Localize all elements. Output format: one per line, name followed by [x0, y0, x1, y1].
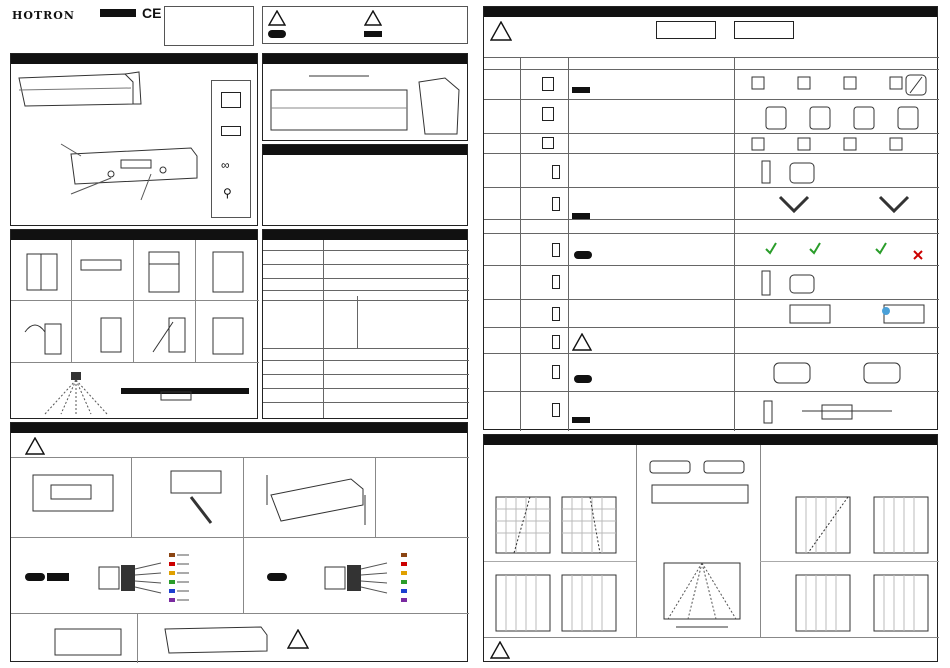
table-row — [263, 250, 469, 251]
table-row — [484, 353, 939, 354]
connector-drawing — [95, 561, 165, 595]
table-row — [263, 278, 469, 279]
dip-switch-icon — [542, 107, 554, 121]
detection-grid — [494, 495, 554, 557]
symbol-badge — [574, 251, 592, 259]
panel-header-bar — [484, 435, 937, 445]
warning-triangle-icon — [572, 333, 592, 356]
table-row — [484, 219, 939, 220]
sensor-head-icon — [760, 193, 930, 217]
mounting-plan-illustration — [121, 378, 251, 414]
detection-grid — [794, 573, 854, 635]
sensor-head-icon — [79, 256, 129, 276]
detection-grid — [560, 573, 620, 635]
table-row — [484, 299, 939, 300]
door-icon — [774, 303, 934, 325]
door-icon — [143, 312, 189, 358]
dip-switch-icon — [746, 137, 932, 151]
door-icon — [81, 312, 127, 358]
symbol-block — [572, 213, 590, 219]
symbol-block — [572, 87, 590, 93]
header-info-box — [164, 6, 254, 46]
spec-table-panel — [262, 229, 468, 419]
fixing-drawing — [261, 465, 371, 531]
detection-zone-icon — [746, 105, 932, 131]
dip-switch-icon — [552, 275, 560, 289]
installation-steps-panel — [10, 229, 258, 419]
dip-switch-icon — [542, 77, 554, 91]
drilling-drawing — [161, 467, 231, 527]
panel-header-bar — [263, 230, 467, 240]
detection-grid — [872, 573, 932, 635]
accessory-cover — [221, 126, 241, 136]
assembled-drawing — [161, 623, 271, 657]
sensor-housing-illustration — [644, 457, 754, 521]
symbol-badge — [574, 375, 592, 383]
brand-logo: HOTRON — [12, 9, 75, 22]
wiring-info-panel — [262, 144, 468, 226]
cross-icon — [914, 251, 922, 259]
detection-zone-icon — [762, 397, 932, 427]
table-row — [484, 327, 939, 328]
wire-color-legend — [401, 551, 461, 607]
dip-switch-icon — [542, 137, 554, 149]
table-row — [484, 133, 939, 134]
settings-table-panel — [483, 6, 938, 430]
detection-grid — [494, 573, 554, 635]
symbol-block — [572, 417, 590, 423]
panel-header-bar — [263, 54, 467, 64]
panel-header-bar — [484, 7, 937, 17]
screw-icon: ⚲ — [223, 186, 232, 200]
dimensions-panel — [262, 53, 468, 141]
accessory-plate — [221, 92, 241, 108]
panel-header-bar — [11, 423, 467, 433]
detection-grid — [794, 495, 854, 557]
table-row — [484, 391, 939, 392]
dip-switch-icon — [552, 307, 560, 321]
detection-grid — [872, 495, 932, 557]
check-icon — [746, 239, 932, 263]
sensor-head-icon — [760, 159, 820, 185]
table-row — [484, 69, 939, 70]
product-overview-panel — [10, 53, 258, 226]
template-drawing — [31, 471, 121, 521]
wire-color-legend — [169, 551, 229, 607]
table-row — [263, 360, 469, 361]
detection-zone-icon — [41, 370, 111, 416]
panel-header-bar — [11, 230, 257, 240]
symbol-badge — [268, 30, 286, 38]
door-icon — [143, 244, 187, 296]
symbol-block — [47, 573, 69, 581]
warning-triangle-icon — [364, 10, 382, 31]
detection-grid — [560, 495, 620, 557]
door-icon — [23, 248, 63, 294]
warning-triangle-icon — [287, 629, 309, 654]
table-row — [484, 153, 939, 154]
warning-triangle-icon — [490, 641, 510, 664]
table-row — [263, 300, 469, 301]
table-row — [484, 265, 939, 266]
panel-header-bar — [263, 145, 467, 155]
door-icon — [207, 244, 251, 296]
panel-header-bar — [11, 54, 257, 64]
table-row — [484, 57, 939, 58]
dimension-drawing — [269, 68, 465, 138]
table-row — [263, 290, 469, 291]
warning-triangle-icon — [490, 21, 512, 46]
cover-drawing — [51, 619, 127, 659]
table-row — [263, 264, 469, 265]
detection-patterns-panel — [483, 434, 938, 662]
ce-mark: CE — [142, 5, 162, 21]
connector-drawing — [321, 561, 391, 595]
symbol-badge — [267, 573, 287, 581]
dip-switch-icon — [552, 197, 560, 211]
table-row — [484, 187, 939, 188]
cable-icon: ∞ — [221, 158, 230, 172]
table-row — [263, 388, 469, 389]
dip-switch-icon — [552, 365, 560, 379]
detection-zone-icon — [772, 359, 932, 387]
detection-zone-icon — [662, 561, 742, 633]
dip-switch-icon — [656, 21, 716, 39]
dip-switch-icon — [734, 21, 794, 39]
table-row — [263, 402, 469, 403]
model-label-block — [100, 9, 136, 17]
table-row — [484, 233, 939, 234]
dip-switch-icon — [552, 165, 560, 179]
table-row — [263, 348, 469, 349]
mounting-wiring-panel — [10, 422, 468, 662]
warning-triangle-icon — [268, 10, 286, 31]
symbol-block — [364, 31, 382, 37]
sensor-housing-illustration — [15, 68, 155, 112]
sensor-head-icon — [760, 269, 820, 297]
door-icon — [21, 312, 67, 358]
table-row — [263, 374, 469, 375]
dip-switch-icon — [552, 243, 560, 257]
dip-switch-icon — [552, 403, 560, 417]
dip-switch-icon — [552, 335, 560, 349]
sensor-exploded-illustration — [51, 134, 201, 204]
symbol-badge — [25, 573, 45, 581]
door-icon — [205, 312, 251, 358]
table-row — [484, 99, 939, 100]
detection-zone-icon — [746, 73, 932, 97]
